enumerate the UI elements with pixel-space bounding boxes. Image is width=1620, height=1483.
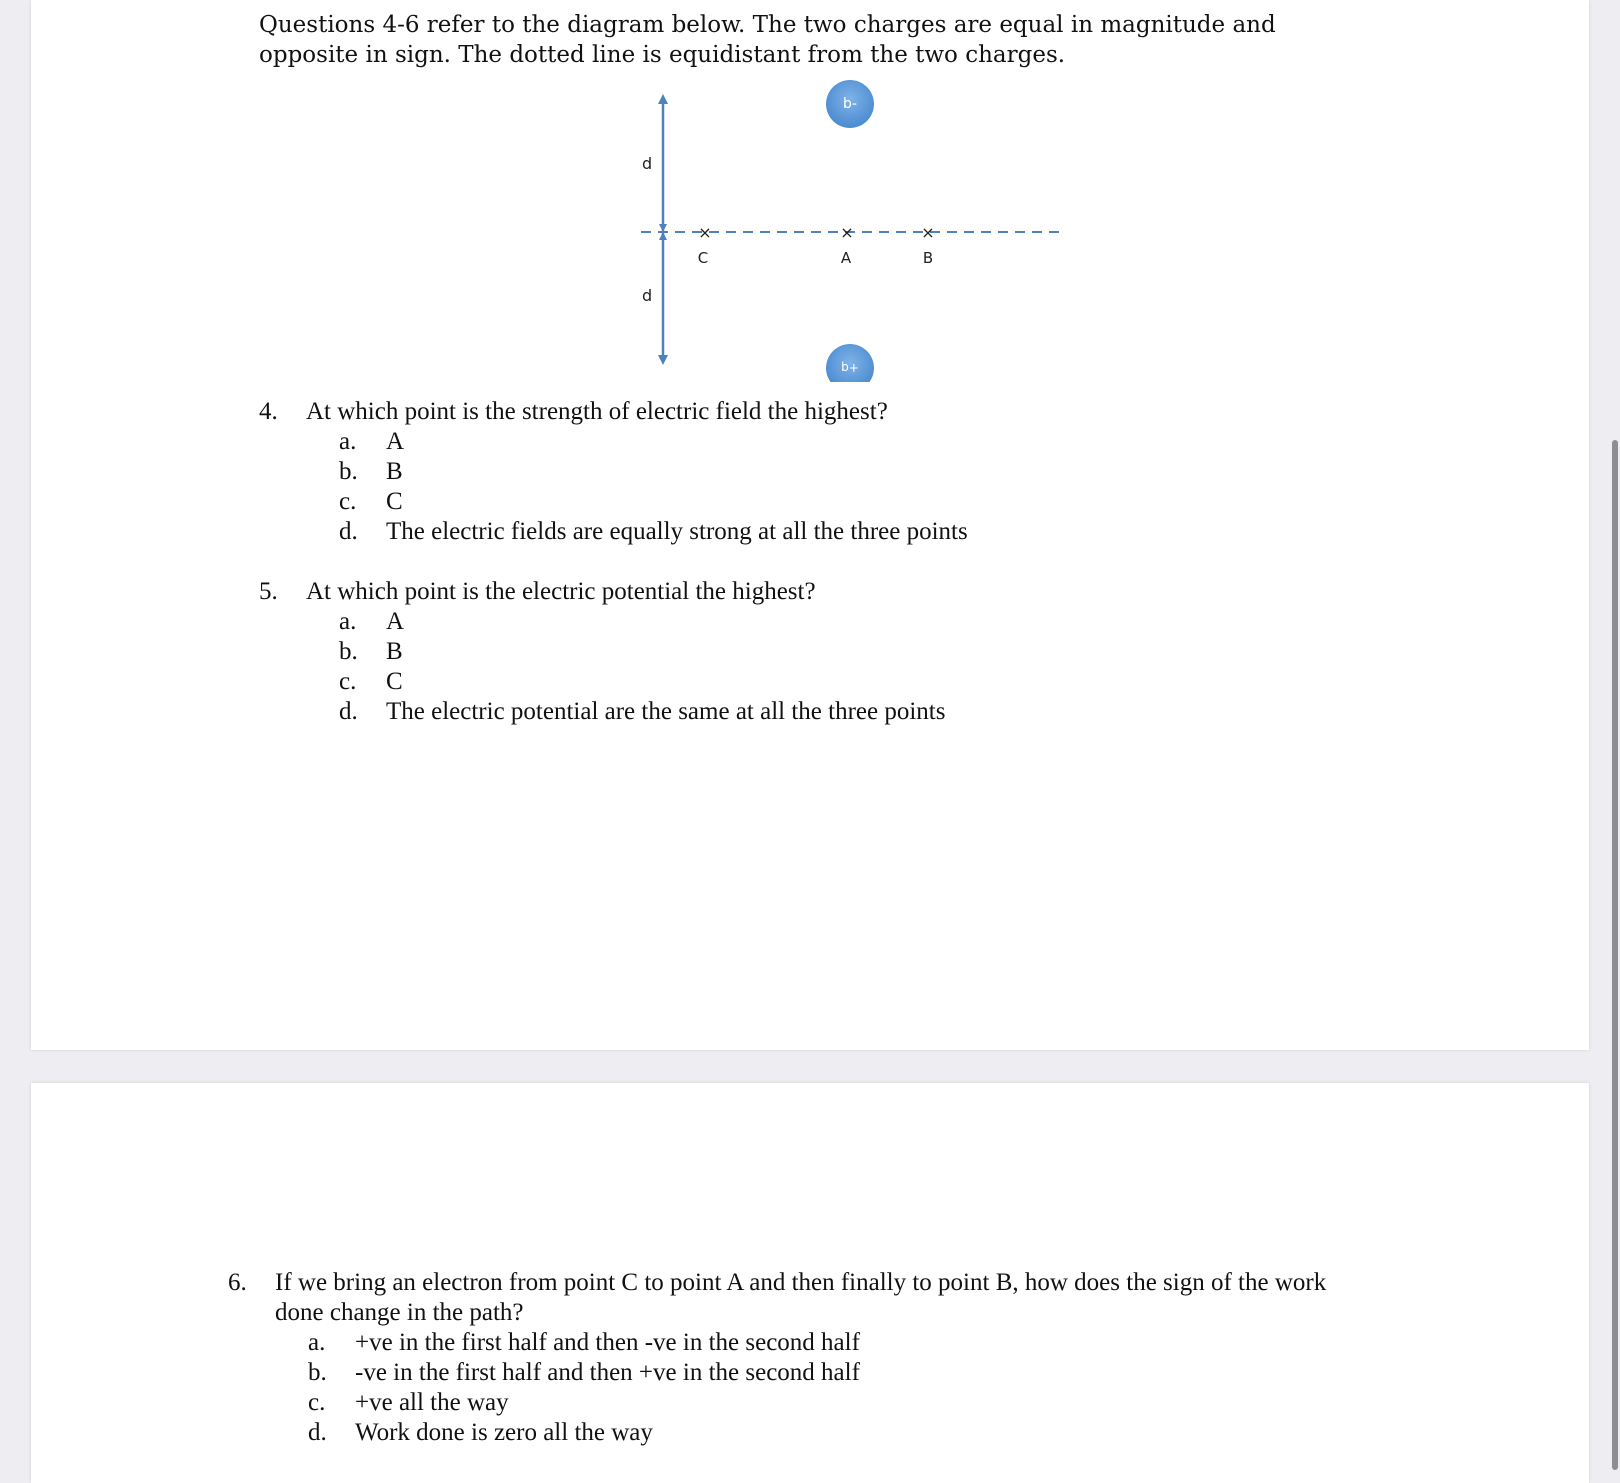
- option-letter: a.: [339, 428, 357, 455]
- option-letter: b.: [339, 458, 358, 485]
- answer-option: [259, 487, 968, 517]
- option-letter: b.: [339, 638, 358, 665]
- arrow-head-mid-down: [659, 224, 667, 232]
- answer-option: [259, 697, 945, 727]
- option-text: C: [386, 668, 403, 695]
- option-text: A: [386, 428, 405, 455]
- charge-diagram: [571, 72, 1071, 382]
- option-letter: b.: [308, 1359, 327, 1386]
- option-letter: a.: [339, 608, 357, 635]
- option-text: +ve in the first half and then -ve in the second half: [355, 1329, 860, 1356]
- answer-option: [228, 1418, 1365, 1448]
- question-stem: [259, 397, 968, 427]
- point-b-marker: ×: [921, 223, 935, 242]
- question-number: 5.: [259, 578, 278, 605]
- document-page-1: [31, 0, 1589, 1050]
- answer-option: [259, 517, 968, 547]
- question-text: At which point is the strength of electric field the highest?: [306, 398, 888, 425]
- distance-label-top: d: [642, 154, 653, 173]
- question-number: 4.: [259, 398, 278, 425]
- answer-option: [228, 1358, 1365, 1388]
- option-text: +ve all the way: [355, 1389, 509, 1416]
- negative-charge-label: -q: [843, 96, 857, 112]
- question-4: [259, 397, 968, 547]
- question-stem: [228, 1268, 1365, 1328]
- option-text: -ve in the first half and then +ve in the second half: [355, 1359, 860, 1386]
- answer-option: [228, 1388, 1365, 1418]
- answer-option: [259, 457, 968, 487]
- option-letter: a.: [308, 1329, 326, 1356]
- arrow-head-top: [658, 94, 668, 104]
- question-6: [228, 1268, 1365, 1448]
- answer-option: [259, 607, 945, 637]
- option-letter: c.: [339, 668, 357, 695]
- option-text: B: [386, 458, 403, 485]
- answer-option: [259, 427, 968, 457]
- question-5: [259, 577, 945, 727]
- option-text: The electric fields are equally strong at all the three points: [386, 518, 968, 545]
- point-b-label: B: [922, 249, 934, 267]
- option-text: Work done is zero all the way: [355, 1419, 653, 1446]
- arrow-head-mid-up: [659, 232, 667, 240]
- point-a-label: A: [840, 249, 852, 267]
- option-text: The electric potential are the same at all the three points: [386, 698, 946, 725]
- question-text: If we bring an electron from point C to point A and then finally to point B, how does the sign of the work done change in the path?: [275, 1269, 1327, 1326]
- point-c-label: C: [697, 249, 709, 267]
- option-letter: d.: [308, 1419, 327, 1446]
- option-letter: c.: [308, 1389, 326, 1416]
- option-text: A: [386, 608, 405, 635]
- question-stem: [259, 577, 945, 607]
- positive-charge-label: +q: [841, 361, 859, 375]
- point-c-marker: ×: [698, 223, 712, 242]
- option-letter: c.: [339, 488, 357, 515]
- question-number: 6.: [228, 1269, 247, 1296]
- arrow-head-bottom: [658, 355, 668, 365]
- question-text: At which point is the electric potential the highest?: [306, 578, 816, 605]
- answer-option: [228, 1328, 1365, 1358]
- distance-label-bottom: d: [642, 286, 653, 305]
- vertical-scrollbar[interactable]: [1612, 440, 1618, 1470]
- intro-text: Questions 4-6 refer to the diagram below. The two charges are equal in magnitude and opposite in sign. The dotted line is equidistant from the two charges.: [259, 12, 1276, 68]
- option-letter: d.: [339, 518, 358, 545]
- answer-option: [259, 637, 945, 667]
- option-text: C: [386, 488, 403, 515]
- option-text: B: [386, 638, 403, 665]
- answer-option: [259, 667, 945, 697]
- point-a-marker: ×: [840, 223, 854, 242]
- option-letter: d.: [339, 698, 358, 725]
